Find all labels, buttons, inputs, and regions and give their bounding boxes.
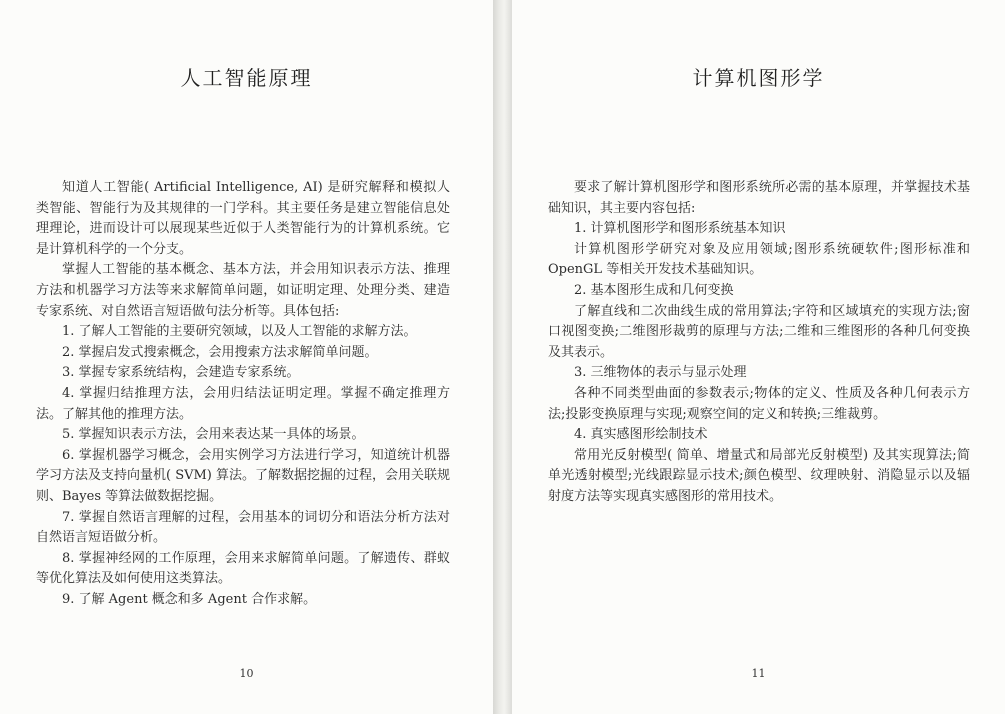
section-heading: 4. 真实感图形绘制技术	[574, 427, 708, 443]
book-gutter	[493, 0, 512, 714]
list-item: 6. 掌握机器学习概念，会用实例学习方法进行学习，知道统计机器学习方法及支持向量机( SVM) 算法。了解数据挖掘的过程，会用关联规则、Bayes 等算法做数据挖掘。	[36, 447, 451, 504]
list-item: 1. 了解人工智能的主要研究领域，以及人工智能的求解方法。	[62, 324, 417, 340]
paragraph: 各种不同类型曲面的参数表示;物体的定义、性质及各种几何表示方法;投影变换原理与实现;观察空间的定义和转换;三维裁剪。	[548, 385, 970, 422]
list-item: 9. 了解 Agent 概念和多 Agent 合作求解。	[62, 591, 317, 607]
section-heading: 2. 基本图形生成和几何变换	[574, 282, 734, 298]
page-title: 计算机图形学	[692, 66, 825, 90]
section-heading: 3. 三维物体的表示与显示处理	[574, 365, 747, 381]
page-number: 11	[751, 667, 766, 680]
right-page	[512, 0, 1005, 714]
list-item: 4. 掌握归结推理方法，会用归结法证明定理。掌握不确定推理方法。了解其他的推理方法。	[36, 385, 450, 422]
page-title: 人工智能原理	[180, 66, 313, 90]
paragraph: 要求了解计算机图形学和图形系统所必需的基本原理，并掌握技术基础知识，其主要内容包括:	[548, 180, 970, 216]
paragraph: 常用光反射模型( 简单、增量式和局部光反射模型) 及其实现算法;简单光透射模型;光线跟踪显示技术;颜色模型、纹理映射、消隐显示以及辐射度方法等实现真实感图形的常用技术。	[548, 447, 970, 504]
paragraph: 掌握人工智能的基本概念、基本方法，并会用知识表示方法、推理方法和机器学习方法等来求解简单问题，如证明定理、处理分类、建造专家系统、对自然语言短语做句法分析等。具体包括:	[36, 262, 450, 319]
list-item: 8. 掌握神经网的工作原理，会用来求解简单问题。了解遗传、群蚁等优化算法及如何使用这类算法。	[36, 550, 450, 587]
page-body	[36, 178, 450, 610]
list-item: 3. 掌握专家系统结构，会建造专家系统。	[62, 365, 300, 381]
left-page	[0, 0, 493, 714]
page-number: 10	[239, 667, 254, 680]
list-item: 2. 掌握启发式搜索概念，会用搜索方法求解简单问题。	[62, 344, 378, 360]
list-item: 5. 掌握知识表示方法，会用来表达某一具体的场景。	[62, 427, 365, 443]
paragraph: 知道人工智能( Artificial Intelligence, AI) 是研究解释和模拟人类智能、智能行为及其规律的一门学科。其主要任务是建立智能信息处理理论，进而设计可以展现某些近似于人类智能行为的计算机系统。它是计算机科学的一个分支。	[36, 180, 450, 257]
section-heading: 1. 计算机图形学和图形系统基本知识	[574, 221, 786, 237]
page-body	[548, 178, 970, 508]
list-item: 7. 掌握自然语言理解的过程，会用基本的词切分和语法分析方法对自然语言短语做分析。	[36, 509, 450, 546]
paragraph: 计算机图形学研究对象及应用领域;图形系统硬软件;图形标准和 OpenGL 等相关开发技术基础知识。	[548, 241, 970, 278]
paragraph: 了解直线和二次曲线生成的常用算法;字符和区域填充的实现方法;窗口视图变换;二维图形裁剪的原理与方法;二维和三维图形的各种几何变换及其表示。	[548, 303, 970, 360]
